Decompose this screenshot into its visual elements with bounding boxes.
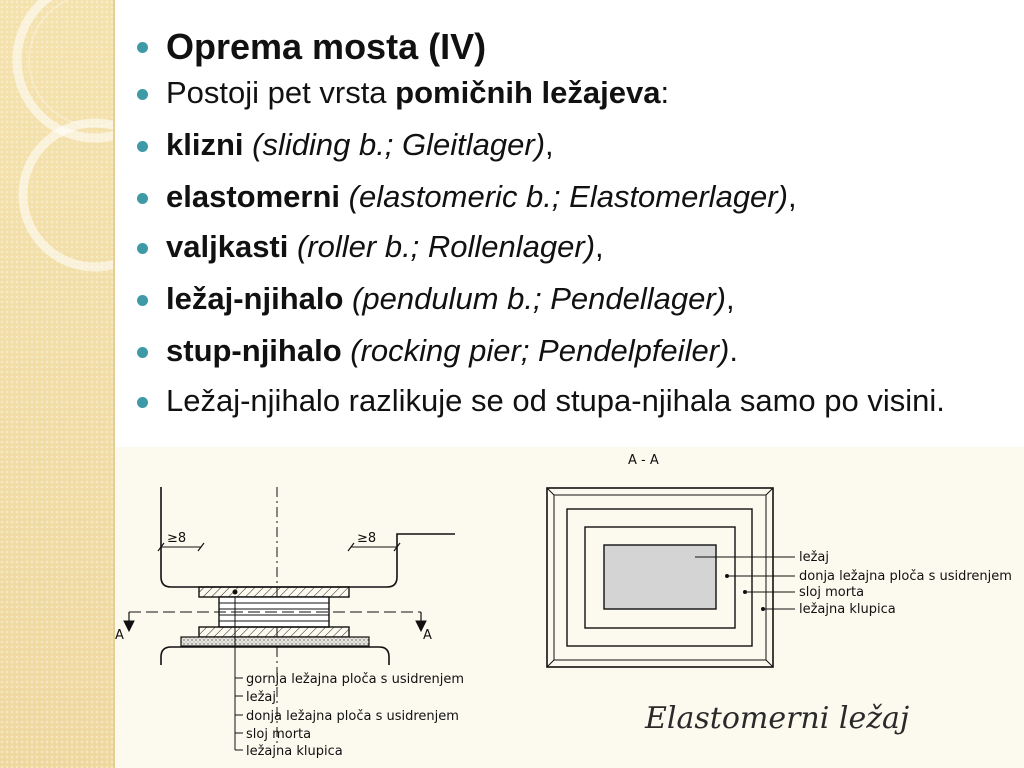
item-punct: , [726, 281, 735, 316]
intro-line [135, 74, 1015, 126]
decorative-rings [0, 0, 113, 768]
leader-dot [233, 590, 238, 595]
item-translation: (sliding b.; Gleitlager) [243, 127, 546, 162]
list-item [135, 228, 1015, 280]
section-mark-left: A [115, 628, 124, 643]
leader-dot [743, 590, 747, 594]
item-term: elastomerni [166, 179, 341, 214]
dim-left: ≥8 [167, 531, 187, 546]
item-translation: (roller b.; Rollenlager) [288, 229, 596, 264]
list-item [135, 280, 1015, 332]
item-term: ležaj-njihalo [166, 281, 344, 316]
bullet-icon [137, 397, 148, 408]
diagram-panel [115, 447, 1024, 768]
diagram-caption: Elastomerni ležaj [645, 701, 910, 736]
list-item [135, 126, 1015, 178]
item-punct: , [787, 179, 797, 214]
left-label: gornja ležajna ploča s usidrenjem [246, 672, 465, 687]
right-label: sloj morta [799, 585, 865, 600]
plan-view [547, 488, 795, 667]
item-punct: . [729, 333, 738, 368]
note-text: Ležaj-njihalo razlikuje se od stupa-njihala samo po visini. [166, 383, 945, 418]
bullet-icon [137, 193, 148, 204]
bullet-icon [137, 141, 148, 152]
left-label: donja ležajna ploča s usidrenjem [246, 709, 459, 724]
item-translation: (pendulum b.; Pendellager) [343, 281, 726, 316]
bullet-icon [137, 243, 148, 254]
dim-right: ≥8 [357, 531, 377, 546]
right-label: ležajna klupica [799, 602, 896, 617]
bullet-icon [137, 295, 148, 306]
list-item [135, 332, 1015, 382]
left-label: ležajna klupica [246, 744, 343, 759]
left-label: ležaj [246, 690, 277, 705]
intro-suffix: : [660, 75, 670, 110]
item-punct: , [595, 229, 604, 264]
decorative-sidebar [0, 0, 113, 768]
item-term: valjkasti [166, 229, 289, 264]
note-line [135, 382, 1015, 434]
section-mark-right: A [423, 628, 432, 643]
intro-prefix: Postoji pet vrsta [166, 75, 396, 110]
section-label: A - A [628, 453, 659, 468]
item-punct: , [545, 127, 554, 162]
bullet-icon [137, 347, 148, 358]
item-term: stup-njihalo [166, 333, 342, 368]
slide-title [135, 22, 1015, 74]
right-label: donja ležajna ploča s usidrenjem [799, 569, 1012, 584]
left-label: sloj morta [246, 727, 312, 742]
bullet-list [135, 22, 1015, 434]
intro-bold: pomičnih ležajeva [395, 75, 661, 110]
item-translation: (elastomeric b.; Elastomerlager) [340, 179, 788, 214]
bullet-icon [137, 42, 148, 53]
item-term: klizni [166, 127, 244, 162]
list-item [135, 178, 1015, 228]
item-translation: (rocking pier; Pendelpfeiler) [341, 333, 730, 368]
bullet-icon [137, 89, 148, 100]
leader-dot [725, 574, 729, 578]
leader-dot [761, 607, 765, 611]
slide-title-text: Oprema mosta (IV) [166, 26, 487, 67]
right-label: ležaj [799, 550, 830, 565]
